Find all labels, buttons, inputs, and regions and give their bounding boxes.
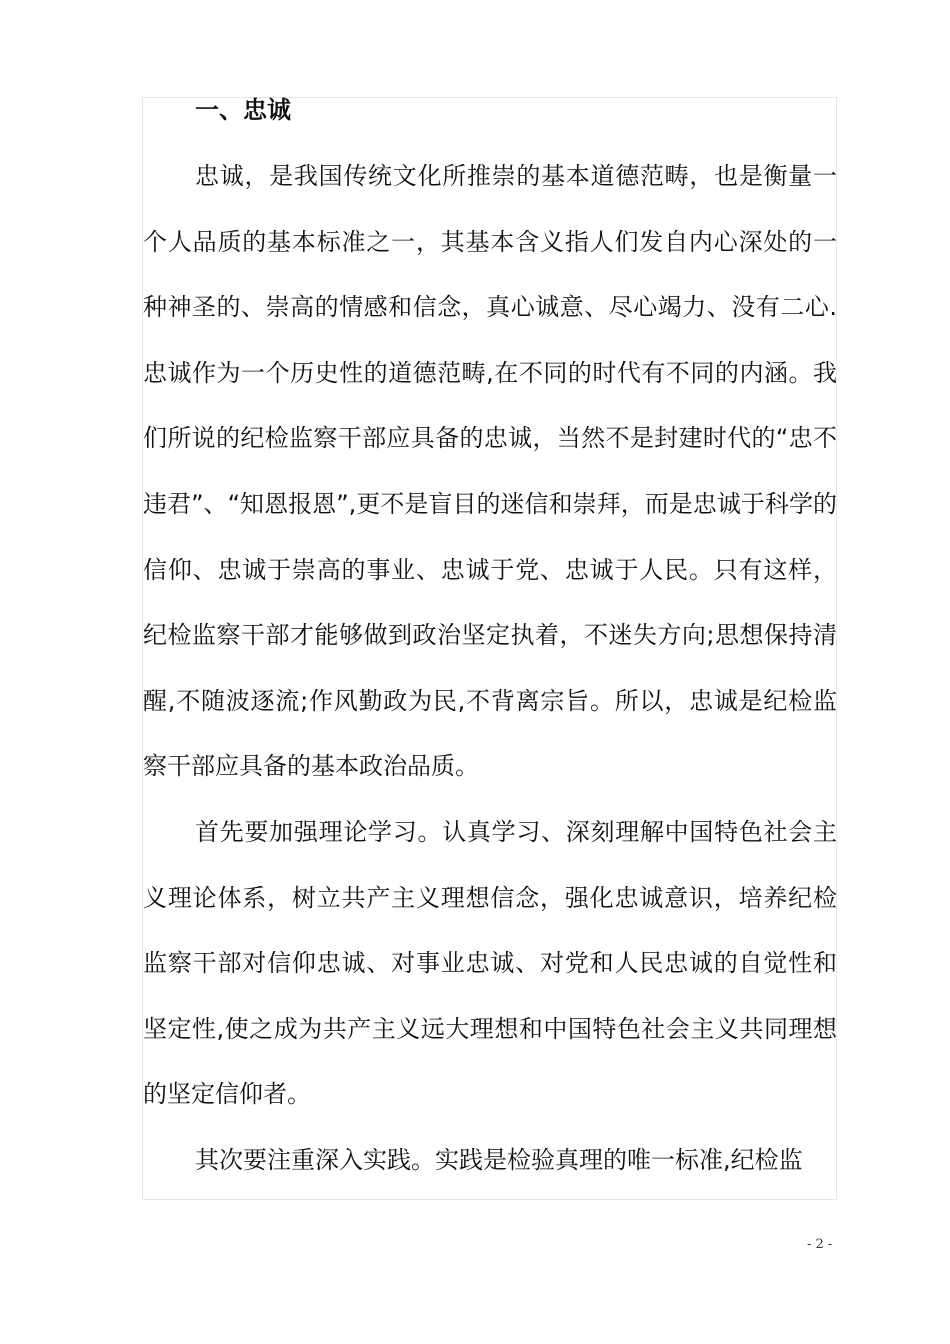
page-number: - 2 - — [807, 1237, 833, 1252]
paragraph-practice: 其次要注重深入实践。实践是检验真理的唯一标准,纪检监 — [195, 1145, 803, 1174]
paragraph-theory-study: 首先要加强理论学习。认真学习、深刻理解中国特色社会主义理论体系，树立共产主义理想信念，强化忠诚意识，培养纪检监察干部对信仰忠诚、对事业忠诚、对党和人民忠诚的自觉性和坚定性,使之成为共产主义远大理想和中国特色社会主义共同理想的坚定信仰者。 — [143, 817, 837, 1109]
section-heading: 一、忠诚 — [195, 96, 291, 124]
document-body — [143, 92, 837, 1194]
paragraph-loyalty-definition: 忠诚，是我国传统文化所推崇的基本道德范畴，也是衡量一个人品质的基本标准之一，其基本含义指人们发自内心深处的一种神圣的、崇高的情感和信念，真心诚意、尽心竭力、没有二心.忠诚作为一个历史性的道德范畴,在不同的时代有不同的内涵。我们所说的纪检监察干部应具备的忠诚，当然不是封建时代的“忠不违君”、“知恩报恩”,更不是盲目的迷信和崇拜，而是忠诚于科学的信仰、忠诚于崇高的事业、忠诚于党、忠诚于人民。只有这样，纪检监察干部才能够做到政治坚定执着，不迷失方向;思想保持清醒,不随波逐流;作风勤政为民,不背离宗旨。所以，忠诚是纪检监察干部应具备的基本政治品质。 — [143, 162, 837, 781]
